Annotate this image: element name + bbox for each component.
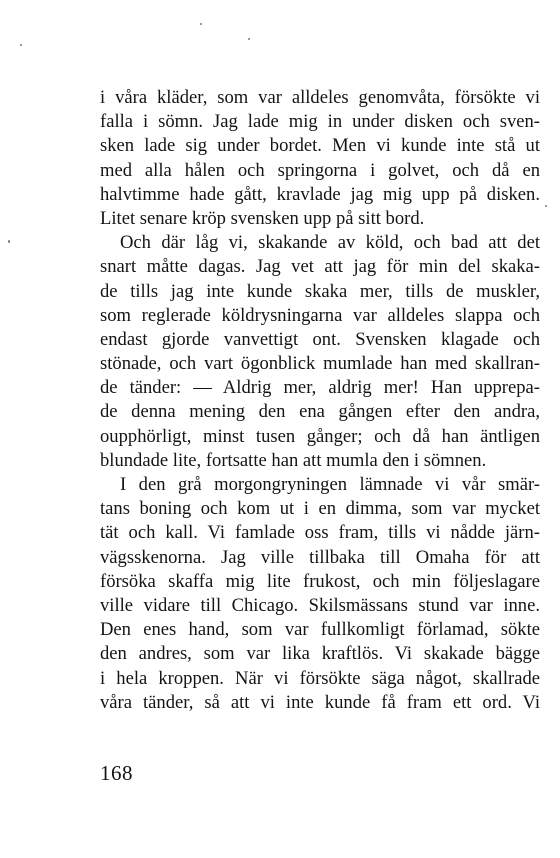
text-line-24: den andres, som var lika kraftlös. Vi skakade bägge	[100, 643, 540, 665]
text-line-19: tät och kall. Vi famlade oss fram, tills vi nådde järn-	[100, 522, 540, 544]
text-line-2: falla i sömn. Jag lade mig in under disken och sven-	[100, 111, 540, 133]
text-line-18: tans boning och kom ut i en dimma, som var mycket	[100, 498, 540, 520]
paper-speck	[248, 38, 250, 40]
text-line-14: de denna mening den ena gången efter den andra,	[100, 401, 540, 423]
text-line-13: de tänder: — Aldrig mer, aldrig mer! Han upprepa-	[100, 377, 540, 399]
paper-speck	[545, 205, 547, 207]
text-line-26: våra tänder, så att vi inte kunde få fram ett ord. Vi	[100, 691, 540, 713]
text-line-12: stönade, och vart ögonblick mumlade han med skallran-	[100, 353, 540, 375]
body-text	[100, 86, 540, 715]
text-line-7: Och där låg vi, skakande av köld, och bad att det	[120, 232, 540, 254]
page-number: 168	[100, 761, 133, 785]
text-line-25: i hela kroppen. När vi försökte säga något, skallrade	[100, 667, 540, 689]
text-line-16: blundade lite, fortsatte han att mumla den i sömnen.	[100, 449, 487, 471]
text-line-3: sken lade sig under bordet. Men vi kunde inte stå ut	[100, 135, 540, 157]
text-line-17: I den grå morgongryningen lämnade vi vår smär-	[120, 474, 540, 495]
text-line-20: vägsskenorna. Jag ville tillbaka till Omaha för att	[100, 546, 540, 568]
text-line-11: endast gjorde vanvettigt ont. Svensken klagade och	[100, 328, 540, 350]
paper-speck	[200, 23, 202, 25]
text-line-4: med alla hålen och springorna i golvet, och då en	[100, 159, 540, 181]
text-line-6: Litet senare kröp svensken upp på sitt bord.	[100, 207, 425, 229]
text-line-23: Den enes hand, som var fullkomligt förlamad, sökte	[100, 619, 540, 641]
text-line-22: ville vidare till Chicago. Skilsmässans stund var inne.	[100, 594, 540, 616]
text-line-9: de tills jag inte kunde skaka mer, tills de muskler,	[100, 280, 540, 302]
text-line-21: försöka skaffa mig lite frukost, och min följeslagare	[100, 570, 540, 592]
text-line-15: oupphörligt, minst tusen gånger; och då han äntligen	[100, 425, 540, 447]
paper-speck	[20, 44, 22, 46]
text-line-1: i våra kläder, som var alldeles genomvåta, försökte vi	[100, 87, 540, 108]
text-line-5: halvtimme hade gått, kravlade jag mig upp på disken.	[100, 183, 540, 205]
text-line-10: som reglerade köldrysningarna var alldeles slappa och	[100, 304, 540, 326]
paper-speck	[8, 240, 10, 243]
text-line-8: snart måtte dagas. Jag vet att jag för min del skaka-	[100, 256, 540, 278]
